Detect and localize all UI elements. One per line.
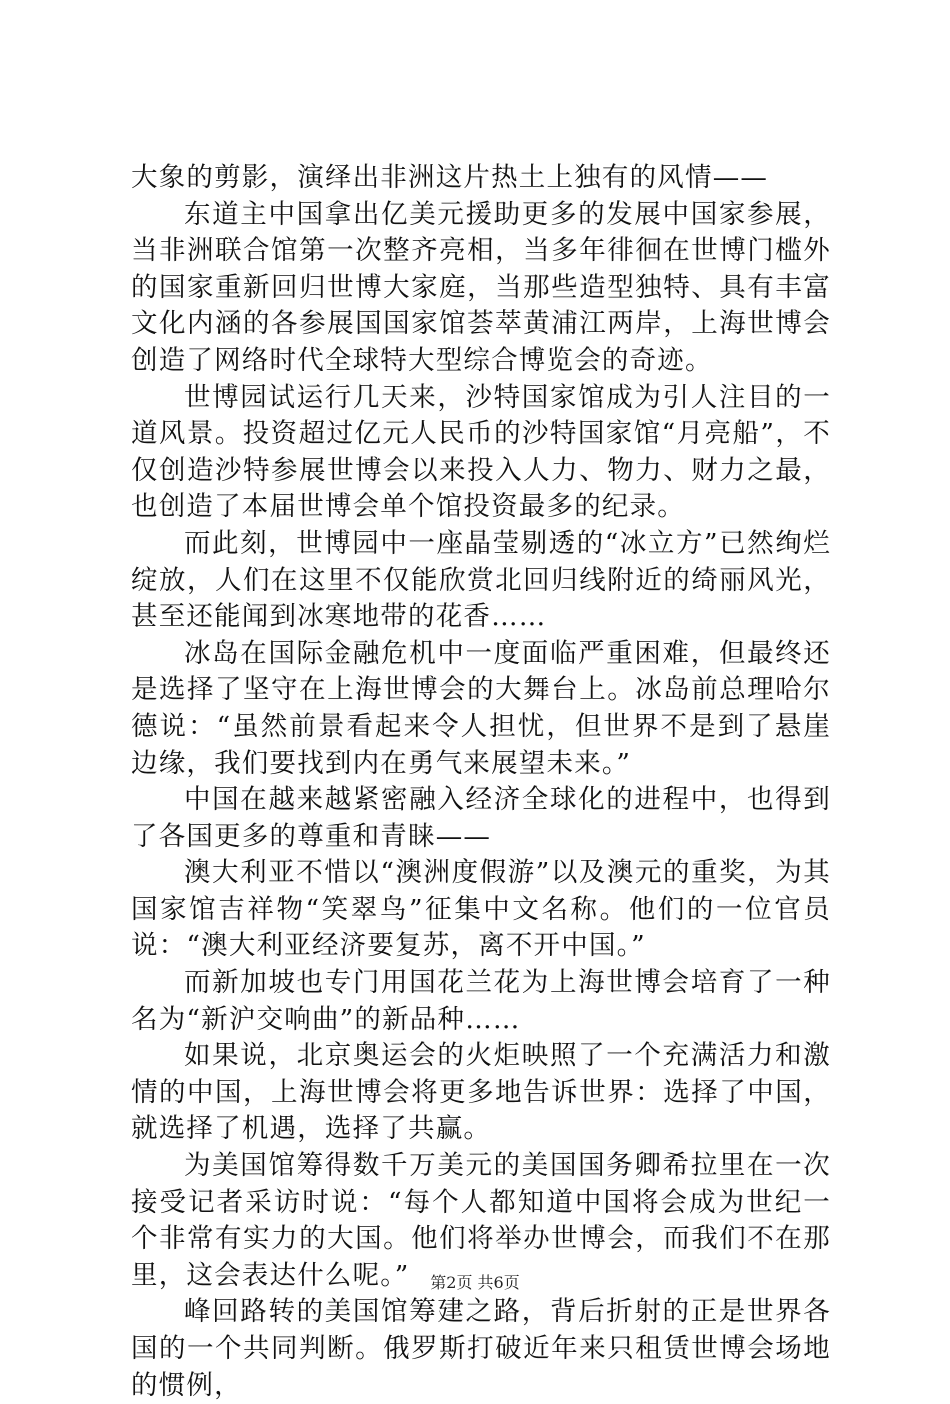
paragraph: 大象的剪影，演绎出非洲这片热土上独有的风情——	[131, 162, 769, 193]
page-number: 第2页 共6页	[430, 1273, 520, 1292]
paragraph: 峰回路转的美国馆筹建之路，背后折射的正是世界各国的一个共同判断。俄罗斯打破近年来只租赁世博会场地的惯例，	[131, 1296, 831, 1401]
paragraph: 为美国馆筹得数千万美元的美国国务卿希拉里在一次接受记者采访时说：“每个人都知道中国将会成为世纪一个非常有实力的大国。他们将举办世博会，而我们不在那里，这会表达什么呢。”	[131, 1150, 831, 1291]
paragraph: 世博园试运行几天来，沙特国家馆成为引人注目的一道风景。投资超过亿元人民币的沙特国家馆“月亮船”，不仅创造沙特参展世博会以来投入人力、物力、财力之最，也创造了本届世博会单个馆投资最多的纪录。	[131, 381, 831, 523]
page-footer	[0, 1273, 950, 1293]
paragraph: 如果说，北京奥运会的火炬映照了一个充满活力和激情的中国，上海世博会将更多地告诉世界：选择了中国，就选择了机遇，选择了共赢。	[131, 1040, 831, 1145]
paragraph: 东道主中国拿出亿美元援助更多的发展中国家参展，当非洲联合馆第一次整齐亮相，当多年徘徊在世博门槛外的国家重新回归世博大家庭，当那些造型独特、具有丰富文化内涵的各参展国国家馆荟萃黄浦江两岸，上海世博会创造了网络时代全球特大型综合博览会的奇迹。	[131, 198, 831, 376]
paragraph: 澳大利亚不惜以“澳洲度假游”以及澳元的重奖，为其国家馆吉祥物“笑翠鸟”征集中文名称。他们的一位官员说：“澳大利亚经济要复苏，离不开中国。”	[131, 857, 831, 962]
body-text	[131, 160, 831, 1404]
paragraph: 中国在越来越紧密融入经济全球化的进程中，也得到了各国更多的尊重和青睐——	[131, 784, 831, 852]
paragraph: 而此刻，世博园中一座晶莹剔透的“冰立方”已然绚烂绽放，人们在这里不仅能欣赏北回归线附近的绮丽风光，甚至还能闻到冰寒地带的花香……	[131, 527, 831, 633]
paragraph: 冰岛在国际金融危机中一度面临严重困难，但最终还是选择了坚守在上海世博会的大舞台上。冰岛前总理哈尔德说：“虽然前景看起来令人担忧，但世界不是到了悬崖边缘，我们要找到内在勇气来展望未来。”	[131, 637, 831, 779]
paragraph: 而新加坡也专门用国花兰花为上海世博会培育了一种名为“新沪交响曲”的新品种……	[131, 967, 831, 1035]
